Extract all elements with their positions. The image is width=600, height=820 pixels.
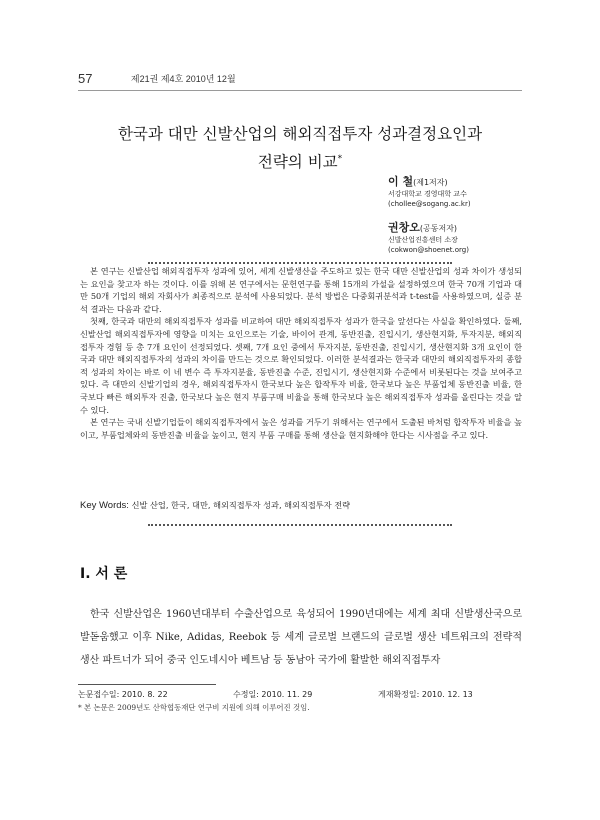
submitted-date: 논문접수일: 2010. 8. 22	[78, 690, 168, 699]
abstract-bottom-divider	[148, 524, 452, 526]
footnote-rule	[78, 684, 216, 685]
revised-date: 수정일: 2010. 11. 29	[233, 690, 313, 699]
accepted-date: 게재확정일: 2010. 12. 13	[378, 690, 473, 699]
journal-info: 제21권 제4호 2010년 12월	[130, 74, 236, 84]
author-email: (chollee@sogang.ac.kr)	[388, 200, 471, 208]
keywords-label: Key Words:	[80, 500, 129, 511]
author-role: (제1저자)	[413, 178, 448, 187]
title-footnote-mark: *	[337, 154, 343, 164]
funding-footnote: * 본 논문은 2009년도 산학협동재단 연구비 지원에 의해 이루어진 것임.	[78, 703, 310, 712]
author-affiliation: 서강대학교 경영대학 교수	[388, 190, 467, 198]
author-role: (공동저자)	[419, 224, 458, 233]
author-email: (cokwon@shoenet.org)	[388, 246, 469, 254]
abstract-paragraph: 본 연구는 국내 신발기업들이 해외직접투자에서 높은 성과를 거두기 위해서는 연구에서 도출된 바처럼 합작투자 비율을 높이고, 부품업체와의 동반진출 비율을 높이고, 현지 부품 구매를 통해 생산을 현지화해야 한다는 시사점을 주고 있다.	[80, 417, 522, 440]
keywords	[80, 500, 350, 511]
abstract	[80, 265, 522, 441]
author-first	[388, 170, 471, 209]
abstract-paragraph: 첫째, 한국과 대만의 해외직접투자 성과를 비교하여 대만 해외직접투자 성과가 한국을 앞선다는 사실을 확인하였다. 둘째, 신발산업 해외직접투자에 영향을 미치는 요인으로는 기술, 바이어 관계, 동반진출, 진입시기, 생산현지화, 투자지분, 해외직접투자 경험 등 총 7개 요인이 선정되었다. 셋째, 7개 요인 중에서 투자지분, 동반진출, 진입시기, 생산현지화 3개 요인이 한국과 대만 해외직접투자의 성과의 차이를 만드는 것으로 확인되었다. 이러한 분석결과는 한국과 대만의 해외직접투자의 종합적 성과의 차이는 바로 이 네 변수 즉 투자지분율, 동반진출 수준, 진입시기, 생산현지화 수준에서 비롯된다는 것을 보여주고 있다. 즉 대만의 신발기업의 경우, 해외직접투자시 한국보다 높은 합작투자 비율, 한국보다 높은 부품업체 동반진출 비율, 한국보다 빠른 해외투자 진출, 한국보다 높은 현지 부품구매 비율을 통해 한국보다 높은 해외직접투자 성과를 올린다는 것을 알 수 있다.	[80, 316, 522, 415]
paper-title	[0, 122, 600, 175]
section-heading: Ⅰ. 서 론	[80, 566, 128, 582]
author-affiliation: 신발산업진흥센터 소장	[388, 236, 458, 244]
author-name: 권창오	[388, 221, 420, 234]
body-text	[80, 603, 522, 672]
title-line-2	[0, 147, 600, 175]
page-number: 57	[78, 71, 93, 86]
running-header	[78, 70, 236, 88]
title-line-1: 한국과 대만 신발산업의 해외직접투자 성과결정요인과	[117, 125, 483, 143]
body-paragraph: 한국 신발산업은 1960년대부터 수출산업으로 육성되어 1990년대에는 세계 최대 신발생산국으로 발돋움했고 이후 Nike, Adidas, Reebok 등 세계 글로벌 브랜드의 글로벌 생산 네트워크의 전략적 생산 파트너가 되어 중국 인도네시아 베트남 등 동남아 국가에 활발한 해외직접투자	[80, 609, 522, 666]
header-rule	[78, 90, 522, 91]
author-name: 이 철	[388, 175, 414, 188]
abstract-top-divider	[148, 262, 452, 264]
title-line-2-text: 전략의 비교	[257, 153, 338, 172]
author-second	[388, 216, 469, 255]
keywords-value: 신발 산업, 한국, 대만, 해외직접투자 성과, 해외직접투자 전략	[131, 500, 351, 510]
abstract-paragraph: 본 연구는 신발산업 해외직접투자 성과에 있어, 세계 신발생산을 주도하고 있는 한국 대만 신발산업의 성과 차이가 생성되는 요인을 찾고자 하는 것이다. 이를 위해 본 연구에서는 문헌연구를 통해 15개의 가설을 설정하였으며 한국 70개 기업과 대만 50개 기업의 해외 자회사가 최종적으로 분석에 사용되었다. 분석 방법은 다중회귀분석과 t-test를 사용하였으며, 실증 분석 결과는 다음과 같다.	[80, 266, 522, 314]
